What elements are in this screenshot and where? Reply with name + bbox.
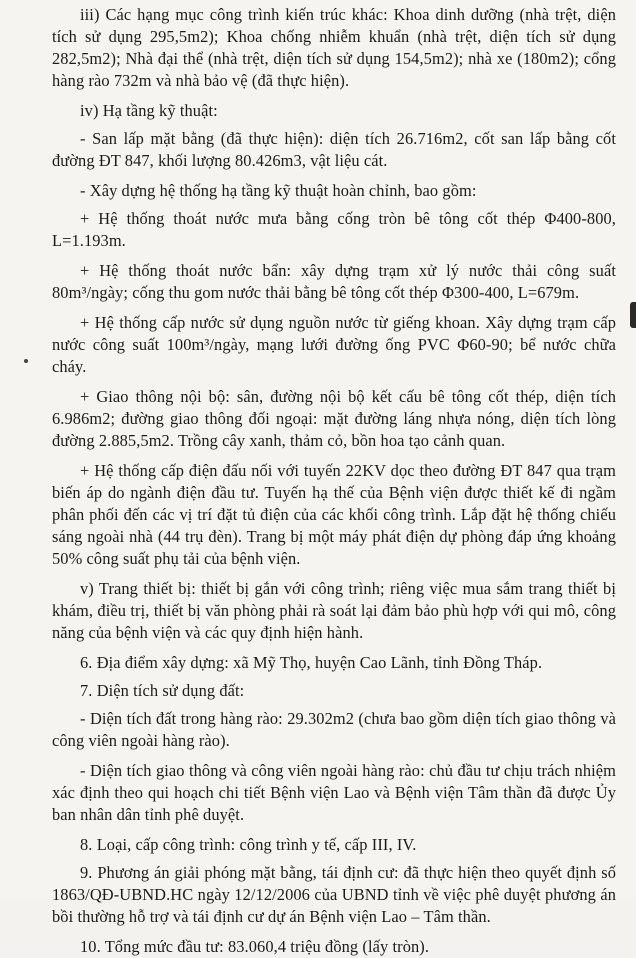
para-9-clearance: 9. Phương án giải phóng mặt bằng, tái định cư: đã thực hiện theo quyết định số 1863/QĐ-UBND.HC ngày 12/12/2006 của UBND tỉnh về việc phê duyệt phương án bồi thường hỗ trợ và tái định cư dự án Bệnh viện Lao – Tâm thần. — [52, 863, 616, 926]
para-internal-traffic: + Giao thông nội bộ: sân, đường nội bộ kết cấu bê tông cốt thép, diện tích 6.986m2; đường giao thông đối ngoại: mặt đường láng nhựa nóng, diện tích lòng đường 2.885,5m2. Trồng cây xanh, thảm cỏ, bồn hoa tạo cảnh quan. — [52, 387, 616, 450]
edge-scan-mark — [630, 302, 636, 328]
para-v-equipment: v) Trang thiết bị: thiết bị gắn với công trình; riêng việc mua sắm trang thiết bị khám, điều trị, thiết bị văn phòng phải rà soát lại đảm bảo phù hợp với qui mô, công năng của bệnh viện và các quy định hiện hành. — [52, 579, 616, 642]
para-8-category: 8. Loại, cấp công trình: công trình y tế, cấp III, IV. — [80, 835, 417, 854]
para-waste-water: + Hệ thống thoát nước bẩn: xây dựng trạm xử lý nước thải công suất 80m³/ngày; cống thu gom nước thải bằng bê tông cốt thép Φ300-400, L=679m. — [52, 261, 616, 302]
para-storm-drainage: + Hệ thống thoát nước mưa bằng cống tròn bê tông cốt thép Φ400-800, L=1.193m. — [52, 209, 616, 250]
para-infrastructure-intro: - Xây dựng hệ thống hạ tầng kỹ thuật hoàn chỉnh, bao gồm: — [80, 181, 477, 200]
para-water-supply: + Hệ thống cấp nước sử dụng nguồn nước từ giếng khoan. Xây dựng trạm cấp nước công suất 100m³/ngày, mạng lưới đường ống PVC Φ60-90; bể nước chữa cháy. — [52, 313, 616, 376]
para-10-total-investment: 10. Tổng mức đầu tư: 83.060,4 triệu đồng (lấy tròn). — [80, 937, 430, 956]
para-power-supply: + Hệ thống cấp điện đấu nối với tuyến 22KV dọc theo đường ĐT 847 qua trạm biến áp do ngành điện đầu tư. Tuyến hạ thế của Bệnh viện được thiết kế đi ngầm phân phối đến các vị trí đặt tủ điện của các khối công trình. Lắp đặt hệ thống chiếu sáng ngoài nhà (44 trụ đèn). Trang bị một máy phát điện dự phòng đáp ứng khoảng 50% công suất phụ tải của bệnh viện. — [52, 461, 616, 568]
para-site-leveling: - San lấp mặt bằng (đã thực hiện): diện tích 26.716m2, cốt san lấp bằng cốt đường ĐT 847, khối lượng 80.426m3, vật liệu cát. — [52, 129, 616, 170]
para-7-land-area: 7. Diện tích sử dụng đất: — [80, 681, 245, 700]
para-iii-other-works: iii) Các hạng mục công trình kiến trúc khác: Khoa dinh dưỡng (nhà trệt, diện tích sử dụng 295,5m2); Khoa chống nhiễm khuẩn (nhà trệt, diện tích sử dụng 282,5m2); Nhà đại thể (nhà trệt, diện tích sử dụng 154,5m2); nhà xe (180m2); cổng hàng rào 732m và nhà bảo vệ (đã thực hiện). — [52, 5, 616, 90]
para-land-outside-fence: - Diện tích giao thông và công viên ngoài hàng rào: chủ đầu tư chịu trách nhiệm xác định theo qui hoạch chi tiết Bệnh viện Lao và Bệnh viện Tâm thần đã được Ủy ban nhân dân tỉnh phê duyệt. — [52, 761, 616, 824]
para-land-inside-fence: - Diện tích đất trong hàng rào: 29.302m2 (chưa bao gồm diện tích giao thông và công viên ngoài hàng rào). — [52, 709, 616, 750]
para-6-location: 6. Địa điểm xây dựng: xã Mỹ Thọ, huyện Cao Lãnh, tỉnh Đồng Tháp. — [80, 653, 543, 672]
para-iv-heading: iv) Hạ tầng kỹ thuật: — [80, 101, 218, 120]
margin-dot-mark — [24, 359, 28, 363]
